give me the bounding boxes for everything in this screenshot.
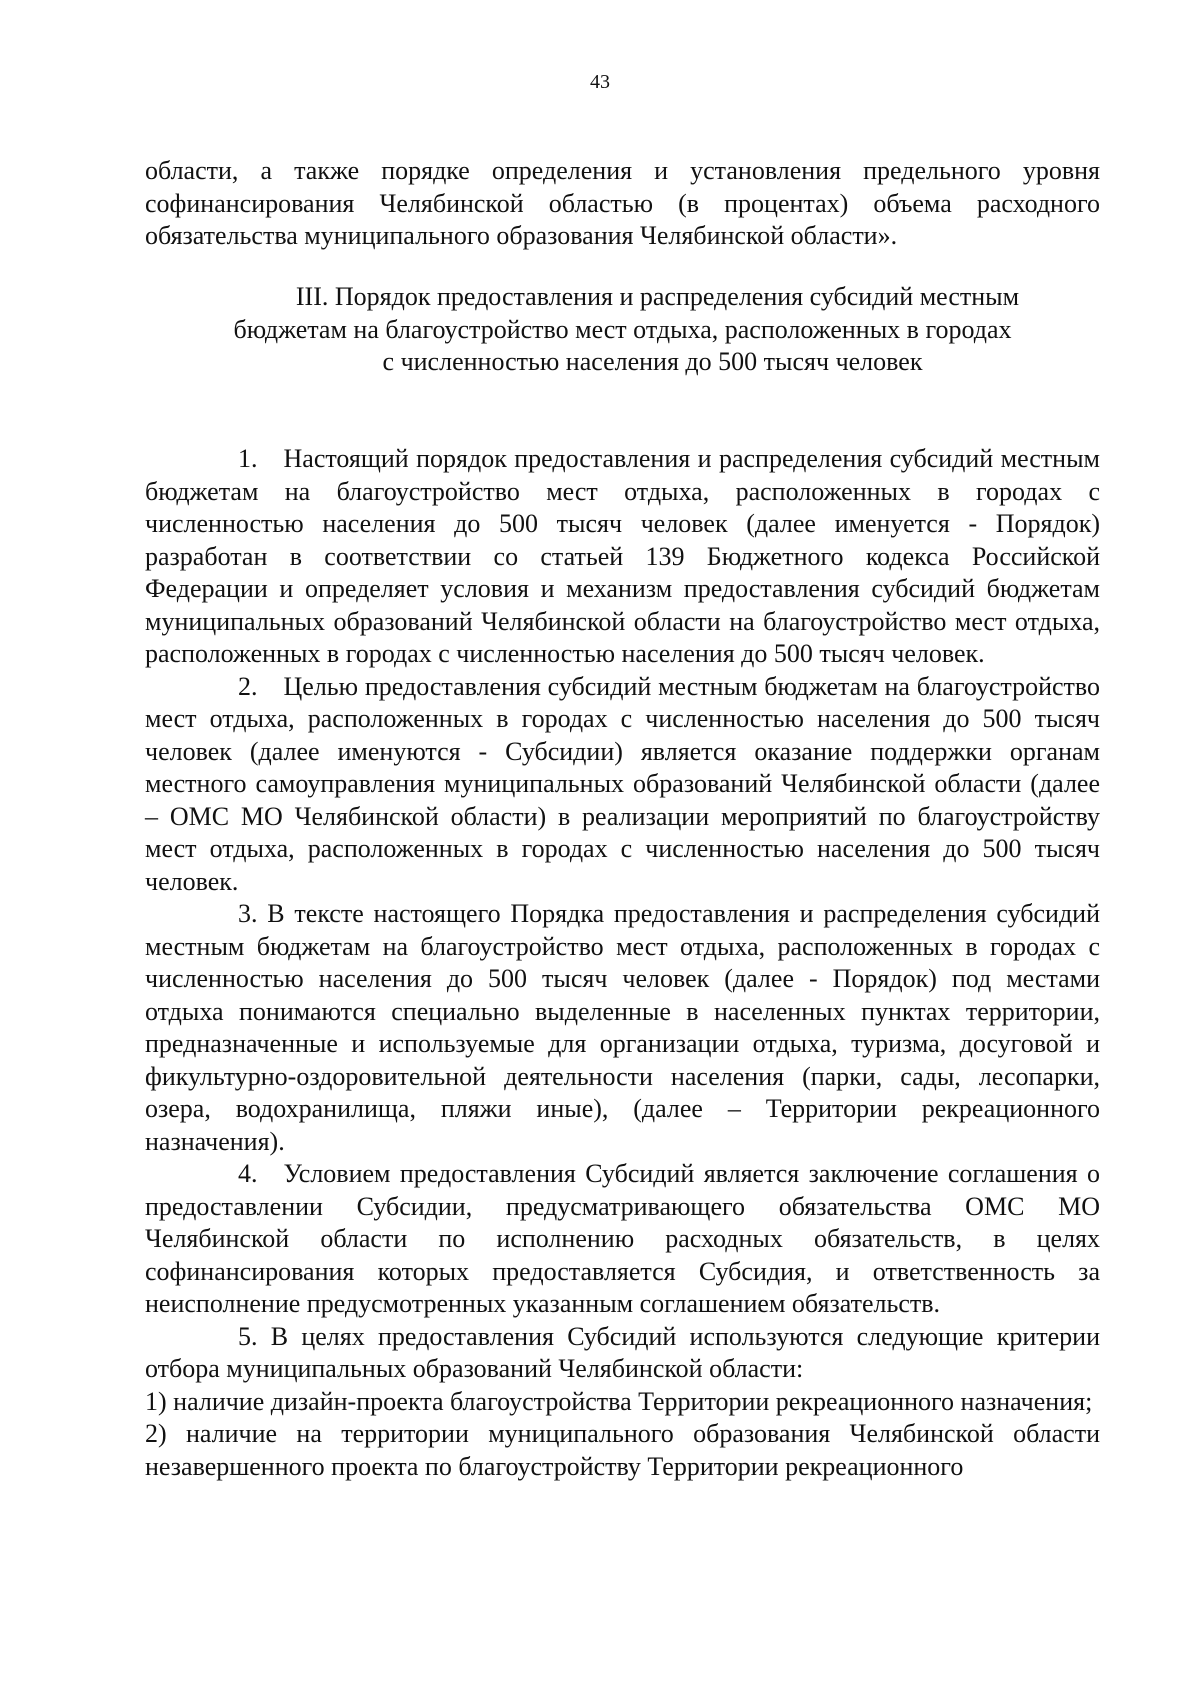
paragraph-text: Настоящий порядок предоставления и распределения субсидий местным бюджетам на благоустройство мест отдыха, расположенных в городах с численностью населения до 500 тысяч человек (далее именуется - Порядок) разработан в соответствии со статьей 139 Бюджетного кодекса Российской Федерации и определяет условия и механизм предоставления субсидий бюджетам муниципальных образований Челябинской области на благоустройство мест отдыха, расположенных в городах с численностью населения до 500 тысяч человек. <box>145 444 1100 668</box>
intro-paragraph: области, а также порядке определения и установления предельного уровня софинансирования Челябинской областью (в процентах) объема расходного обязательства муниципального образования Челябинской области». <box>145 156 1100 250</box>
paragraph-4 <box>145 1158 1100 1321</box>
section-heading-line-3: с численностью населения до 500 тысяч человек <box>382 347 923 376</box>
paragraph-text: Целью предоставления субсидий местным бюджетам на благоустройство мест отдыха, расположенных в городах с численностью населения до 500 тысяч человек (далее именуются - Субсидии) является оказание поддержки органам местного самоуправления муниципальных образований Челябинской области (далее – ОМС МО Челябинской области) в реализации мероприятий по благоустройству мест отдыха, расположенных в городах с численностью населения до 500 тысяч человек. <box>145 671 1100 896</box>
paragraph-text: В тексте настоящего Порядка предоставления и распределения субсидий местным бюджетам на благоустройство мест отдыха, расположенных в городах с численностью населения до 500 тысяч человек (далее - Порядок) под местами отдыха понимаются специально выделенные в населенных пунктах территории, предназначенные и используемые для организации отдыха, туризма, досуговой и фикультурно-оздоровительной деятельности населения (парки, сады, лесопарки, озера, водохранилища, пляжи иные), (далее – Территории рекреационного назначения). <box>145 899 1100 1156</box>
paragraph-5 <box>145 1321 1100 1386</box>
criteria-item-2: 2) наличие на территории муниципального образования Челябинской области незавершенного проекта по благоустройству Территории рекреационного <box>145 1419 1100 1481</box>
section-heading <box>145 281 1100 379</box>
section-heading-line-1: III. Порядок предоставления и распределения субсидий местным <box>295 282 1020 311</box>
paragraph-number: 4. <box>238 1159 258 1188</box>
paragraph-1 <box>145 443 1100 671</box>
page-number: 43 <box>590 71 610 93</box>
paragraph-text: Условием предоставления Субсидий является заключение соглашения о предоставлении Субсидии, предусматривающего обязательства ОМС МО Челябинской области по исполнению расходных обязательств, в целях софинансирования которых предоставляется Субсидия, и ответственность за неисполнение предусмотренных указанным соглашением обязательств. <box>145 1159 1100 1318</box>
paragraph-number: 5. <box>238 1321 258 1351</box>
paragraph-3 <box>145 898 1100 1158</box>
paragraph-number: 3. <box>238 899 258 928</box>
paragraph-number: 1. <box>238 444 258 473</box>
paragraph-number: 2. <box>238 671 258 701</box>
section-body <box>145 443 1100 1483</box>
paragraph-2 <box>145 671 1100 899</box>
criteria-item-1: 1) наличие дизайн-проекта благоустройства Территории рекреационного назначения; <box>145 1386 1093 1416</box>
paragraph-text: В целях предоставления Субсидий используются следующие критерии отбора муниципальных образований Челябинской области: <box>145 1321 1100 1383</box>
section-heading-line-2: бюджетам на благоустройство мест отдыха, расположенных в городах <box>233 314 1012 344</box>
